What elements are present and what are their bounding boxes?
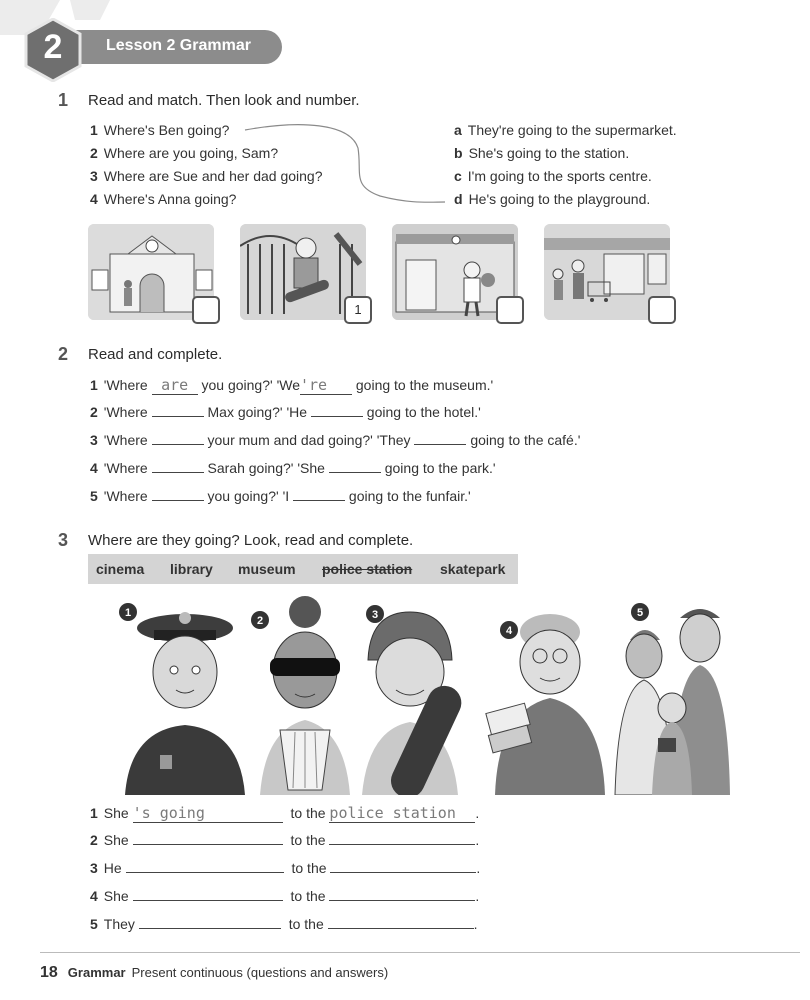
complete-item-1: 1 'Where are you going?' 'We're going to the museum.' — [90, 376, 494, 394]
word-option: skatepark — [440, 561, 506, 577]
lesson-title: Lesson 2 Grammar — [106, 37, 251, 54]
figure-number: 5 — [636, 607, 644, 619]
answer-blank[interactable] — [126, 861, 284, 873]
figure-number: 4 — [505, 625, 513, 637]
answer-blank[interactable] — [330, 861, 476, 873]
answer-blank[interactable] — [152, 489, 204, 501]
footer-topic: Present continuous (questions and answers) — [131, 965, 389, 980]
picture-number-box[interactable]: 1 — [344, 296, 372, 324]
question-2: 2 Where are you going, Sam? — [90, 145, 279, 161]
answer-c: c I'm going to the sports centre. — [454, 168, 652, 184]
answer-blank[interactable] — [414, 433, 466, 445]
word-option-used: police station — [322, 561, 413, 577]
match-line — [240, 118, 450, 208]
people-illustration — [110, 590, 730, 795]
footer-section: Grammar — [67, 965, 126, 980]
picture-number-box[interactable] — [496, 296, 524, 324]
exercise-3-number: 3 — [58, 530, 69, 550]
sentence-5: 5 They to the . — [90, 916, 478, 932]
word-option: library — [170, 561, 213, 577]
word-option: cinema — [96, 561, 145, 577]
question-4: 4 Where's Anna going? — [90, 191, 237, 207]
answer-blank[interactable] — [152, 461, 204, 473]
complete-item-2: 2 'Where Max going?' 'He going to the hotel.' — [90, 404, 481, 420]
answer-blank[interactable] — [152, 405, 204, 417]
sentence-1: 1 She 's going to the police station . — [90, 804, 480, 822]
complete-item-4: 4 'Where Sarah going?' 'She going to the park.' — [90, 460, 496, 476]
answer-a: a They're going to the supermarket. — [454, 122, 677, 138]
answer-blank[interactable] — [133, 833, 283, 845]
answer-blank[interactable] — [329, 889, 475, 901]
answer-blank[interactable]: 's going — [133, 804, 283, 823]
answer-blank[interactable] — [293, 489, 345, 501]
complete-item-3: 3 'Where your mum and dad going?' 'They going to the café.' — [90, 432, 581, 448]
sentence-2: 2 She to the . — [90, 832, 480, 848]
answer-blank[interactable]: are — [152, 376, 198, 395]
answer-blank[interactable] — [139, 917, 281, 929]
figure-number: 2 — [256, 615, 264, 627]
picture-number-box[interactable] — [648, 296, 676, 324]
sentence-4: 4 She to the . — [90, 888, 480, 904]
exercise-2-number: 2 — [58, 344, 69, 364]
word-box — [88, 554, 518, 584]
answer-blank[interactable]: 're — [300, 376, 352, 395]
answer-blank[interactable] — [328, 917, 474, 929]
answer-blank[interactable]: police station — [329, 804, 475, 823]
lesson-title-banner — [64, 30, 282, 64]
exercise-3-title: Where are they going? Look, read and complete. — [88, 532, 414, 549]
picture-number-box[interactable] — [192, 296, 220, 324]
page-number: 18 — [40, 964, 58, 981]
lesson-number-badge — [24, 18, 82, 82]
word-option: museum — [238, 561, 296, 577]
answer-blank[interactable] — [329, 833, 475, 845]
answer-b: b She's going to the station. — [454, 145, 630, 161]
lesson-number: 2 — [43, 28, 63, 66]
question-1: 1 Where's Ben going? — [90, 122, 230, 138]
answer-blank[interactable] — [311, 405, 363, 417]
sentence-3: 3 He to the . — [90, 860, 481, 876]
figure-number: 1 — [124, 607, 132, 619]
footer — [40, 964, 388, 982]
complete-item-5: 5 'Where you going?' 'I going to the funfair.' — [90, 488, 471, 504]
answer-d: d He's going to the playground. — [454, 191, 651, 207]
exercise-1-number: 1 — [58, 90, 69, 110]
answer-blank[interactable] — [329, 461, 381, 473]
footer-divider — [40, 952, 800, 953]
figure-number: 3 — [371, 609, 379, 621]
answer-blank[interactable] — [133, 889, 283, 901]
answer-blank[interactable] — [152, 433, 204, 445]
exercise-2-title: Read and complete. — [88, 346, 223, 363]
question-3: 3 Where are Sue and her dad going? — [90, 168, 323, 184]
exercise-1-title: Read and match. Then look and number. — [88, 92, 360, 109]
